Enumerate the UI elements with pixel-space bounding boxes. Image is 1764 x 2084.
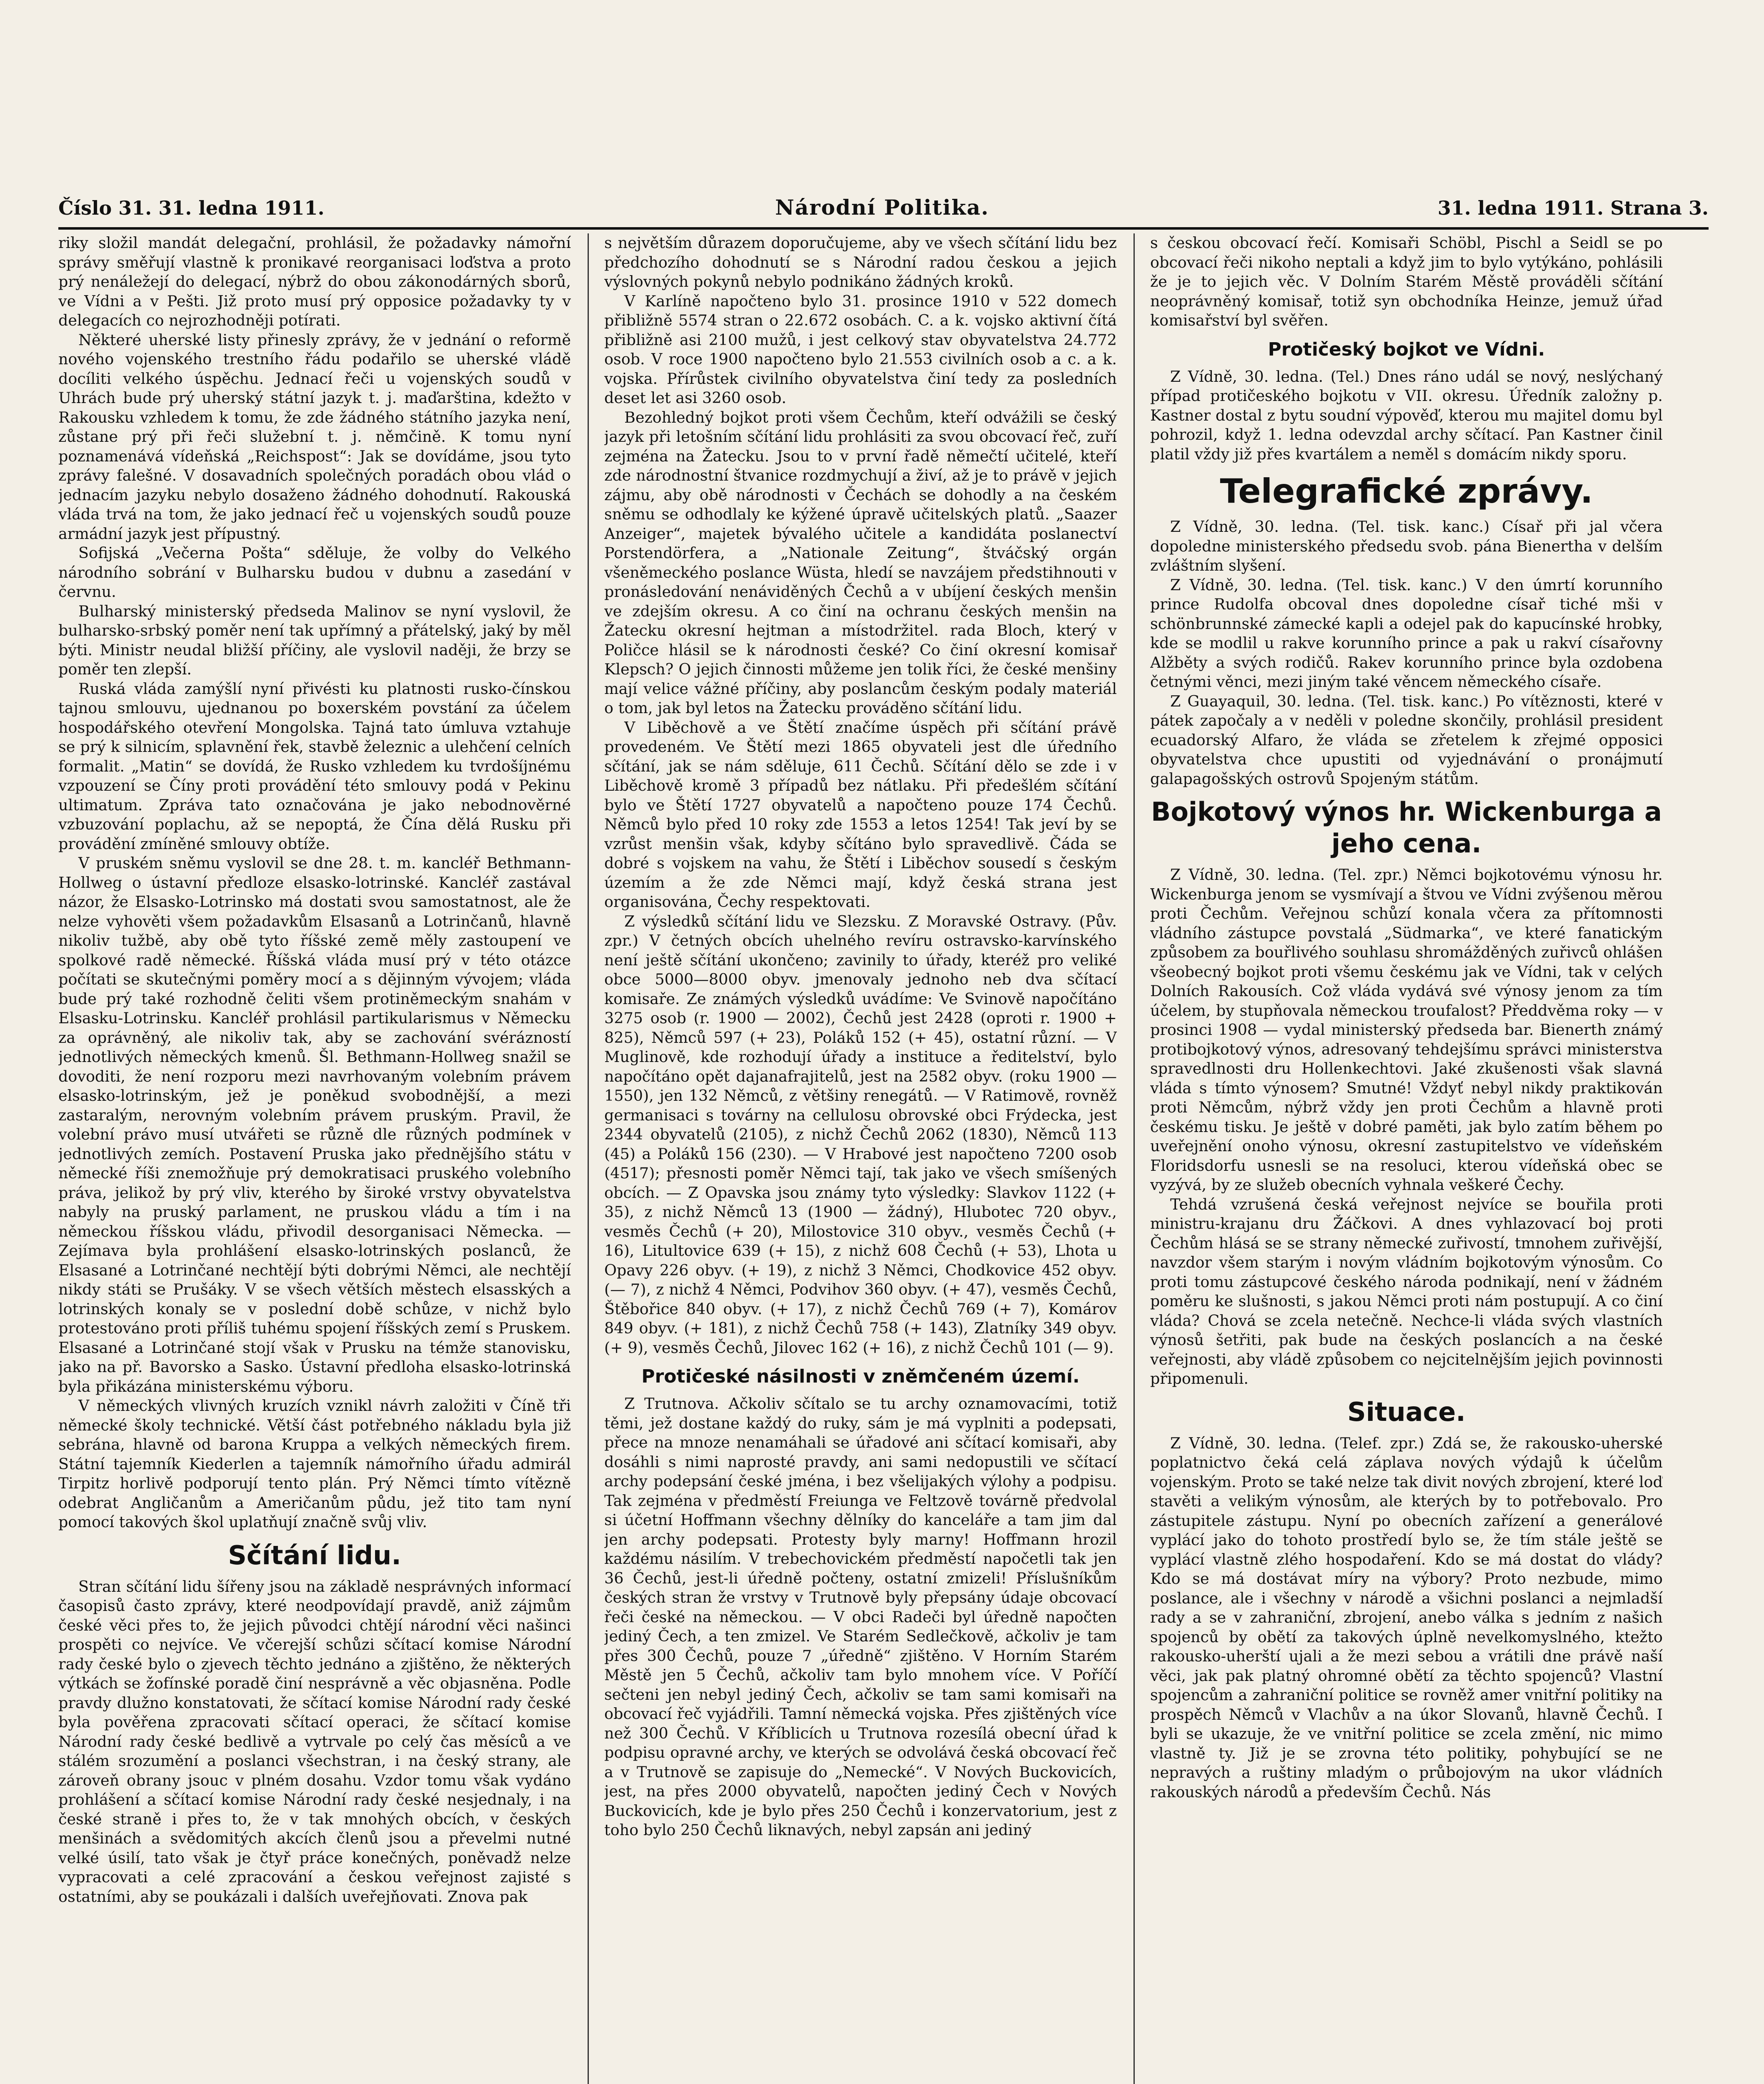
column-divider xyxy=(1133,233,1135,2084)
section-heading: Protičeský bojkot ve Vídni. xyxy=(1268,338,1545,360)
column-divider xyxy=(588,233,589,2084)
section-heading: Sčítání lidu. xyxy=(228,1540,401,1571)
article-paragraph: V německých vlivných kruzích vznikl návrh založiti v Číně tři německé školy technické. Větší část potřebného nákladu byla již sebrána, hlavně od barona Kruppa a velkých německých firem. Státní tajemník Kiederlen a tajemník námořního úřadu admirál Tirpitz horlivě podporují tento plán. Prý Němci tímto vítězně odebrat Angličanům a Američanům půdu, jež tito tam nyní pomocí takových škol uplatňují značně svůj vliv. xyxy=(58,1397,571,1531)
section-heading: Protičeské násilnosti v zněmčeném území. xyxy=(641,1366,1080,1387)
article-paragraph: Z Trutnova. Ačkoliv sčítalo se tu archy oznamovacími, totiž těmi, jež dostane každý do ruky, sám je má vyplniti a podepsati, přece na mnoze nenamáhali se úřadové ani sčítací komisaři, aby dosáhli s nimi naprosté pravdy, ani sami nedopustili ve sčítací archy podepsání české jména, i bez všelijakých výlohy a podpisu. Tak zejména v předměstí Freiunga ve Feltzově továrně předvolal si účetní Hoffmann všechny dělníky do kanceláře a tam jim dal jen archy podepsati. Protesty byly marny! Hoffmann hrozil každému násilím. V trebechovickém předměstí napočetli tak jen 36 Čechů, jest-li úředně počteny, ostatní zmizeli! Příslušníkům českých stran že vrstvy v Trutnově byly přepsány údaje obcovací řeči české na německou. — V obci Radeči byl úředně napočten jediný Čech, a ten zmizel. Ve Starém Sedlečkově, ačkoliv je tam přes 300 Čechů, pouze 7 „úředně“ zjištěno. V Horním Starém Městě jen 5 Čechů, ačkoliv tam bylo mnohem více. V Poříčí sečteni jen nebyl jediný Čech, ačkoliv se tam sami komisaři na obcovací řeč vyjádřili. Tamní německá vojska. Přes zjištěných více než 300 Čechů. V Kříblicích u Trutnova rozesílá obecní úřad k podpisu opravné archy, ve kterých se odvolává česká obcovací řeč a v Trutnově se zapisuje do „Nemecké“. V Nových Buckovicích, jest, na přes 2000 obyvatelů, napočten jediný Čech v Nových Buckovicích, kde je bylo přes 250 Čechů i konzervatorium, jest z toho bylo 250 Čechů liknavých, nebyl zapsán ani jediný xyxy=(604,1395,1117,1839)
article-paragraph: Tehdá vzrušená česká veřejnost nejvíce se bouřila proti ministru-krajanu dru Žáčkovi. A dnes vyhlazovací boj proti Čechům hlásá se se strany německé zuřivostí, tmnohem zuřivější, navzdor všem starým i novým vládním bojkotovým výnosům. Co proti tomu zástupcové českého národa podnikají, není v žádném poměru ke slušnosti, s jakou Němci proti nám postupují. A co činí vláda? Chová se zcela netečně. Nechce-li vláda svých vlastních výnosů šetřiti, pak bude na českých poslancích a na české veřejnosti, aby vládě způsobem co nejcitelnějším jejich povinnosti připomenuli. xyxy=(1150,1195,1663,1388)
article-paragraph: Bulharský ministerský předseda Malinov se nyní vyslovil, že bulharsko-srbský poměr není tak upřímný a přátelský, jaký by měl býti. Ministr neudal bližší příčiny, ale vyslovil naději, že brzy se poměr ten zlepší. xyxy=(58,602,571,678)
article-paragraph: V Karlíně napočteno bylo 31. prosince 1910 v 522 domech přibližně 5574 stran o 22.672 osobách. C. a k. vojsko aktivní čítá přibližně asi 2100 mužů, i jest celkový stav obyvatelstva 24.772 osob. V roce 1900 napočteno bylo 21.553 civilních osob a c. a k. vojska. Přírůstek civilního obyvatelstva činí tedy za posledních deset let asi 3260 osob. xyxy=(604,292,1117,407)
article-paragraph: s českou obcovací řečí. Komisaři Schöbl, Pischl a Seidl se po obcovací řeči nikoho neptali a když jim to bylo vytýkáno, pohlásili že je to jejich věc. V Dolním Starém Městě prováděli sčítání neoprávněný komisař, totiž syn obchodníka Heinze, jemuž úřad komisařství byl svěřen. xyxy=(1150,234,1663,329)
article-paragraph: Z výsledků sčítání lidu ve Slezsku. Z Moravské Ostravy. (Pův. zpr.) V četných obcích uhelného revíru ostravsko-karvínského není ještě sčítání ukončeno; zavinily to úřady, kteréž pro veliké obce 5000—8000 obyv. jmenovaly jednoho neb dva sčítací komisaře. Ze známých výsledků uvádíme: Ve Svinově napočítáno 3275 osob (r. 1900 — 2002), Čechů jest 2428 (oproti r. 1900 + 825), Němců 597 (+ 23), Poláků 152 (+ 45), ostatní různí. — V Muglinově, kde rozhodují úřady a instituce a ředitelství, bylo napočítáno opět dajanafrajitelů, jest na 2582 obyv. (roku 1900 — 1550), jen 132 Němců, z většiny renegátů. — V Ratimově, rovněž germanisaci s továrny na cellulosu obrovské obci Frýdecka, jest 2344 obyvatelů (2105), z nichž Čechů 2062 (1830), Němců 113 (45) a Poláků 156 (230). — V Hrabové jest napočteno 7200 osob (4517); přesnosti poměr Němci tají, tak jako ve všech smíšených obcích. — Z Opavska jsou známy tyto výsledky: Slavkov 1122 (+ 35), z nichž Němců 13 (1900 — žádný), Hlubotec 720 obyv., vesměs Čechů (+ 20), Milostovice 310 obyv., vesměs Čechů (+ 16), Litultovice 639 (+ 15), z nichž 608 Čechů (+ 53), Lhota u Opavy 226 obyv. (+ 19), z nichž 3 Němci, Chodkovice 452 obyv. (— 7), z nichž 4 Němci, Podvihov 360 obyv. (+ 47), vesměs Čechů, Štěbořice 840 obyv. (+ 17), z nichž Čechů 769 (+ 7), Komárov 849 obyv. (+ 181), z nichž Čechů 758 (+ 143), Zlatníky 349 obyv. (+ 9), vesměs Čechů, Jilovec 162 (+ 16), z nichž Čechů 101 (— 9). xyxy=(604,912,1117,1357)
section-heading: Bojkotový výnos hr. Wickenburga a jeho cena. xyxy=(1151,797,1662,859)
section-heading: Telegrafické zprávy. xyxy=(1220,472,1593,511)
article-paragraph: Z Vídně, 30. ledna. (Tel. tisk. kanc.) Císař při jal včera dopoledne ministerského předsedu svob. pána Bienertha v delším zvláštním slyšení. xyxy=(1150,518,1663,574)
article-paragraph: V Liběchově a ve Štětí značíme úspěch při sčítání právě provedeném. Ve Štětí mezi 1865 obyvateli jest dle úředního sčítání, jak se nám sděluje, 611 Čechů. Sčítání dělo se zde i v Liběchově kromě 3 případů bez nátlaku. Při předešlém sčítání bylo ve Štětí 1727 obyvatelů a napočteno pouze 174 Čechů. Němců bylo před 10 roky zde 1553 a letos 1254! Tak jeví by se vzrůst menšin však, kdyby sčítáno bylo spravedlivě. Čáda se dobré s vojskem na vahu, že Štětí i Liběchov sousedí s českým územím a že zde Němci mají, když česká strana jest organisována, Čechy respektovati. xyxy=(604,718,1117,911)
article-paragraph: Sofijská „Večerna Pošta“ sděluje, že volby do Velkého národního sobrání v Bulharsku budou v dubnu a zasedání v červnu. xyxy=(58,544,571,601)
column-1 xyxy=(58,233,571,2084)
masthead-rule xyxy=(58,227,1709,230)
masthead xyxy=(58,193,1709,225)
newspaper-title: Národní Politika. xyxy=(775,195,989,220)
article-paragraph: Bezohledný bojkot proti všem Čechům, kteří odvážili se český jazyk při letošním sčítání lidu prohlásiti za svou obcovací řeč, zuří zejména na Žatecku. Jsou to v první řadě němečtí učitelé, kteří zde národnostní štvanice rozdmychují a živí, až je to právě v jejich zájmu, aby obě národnosti v Čechách se dohodly a na českém sněmu se odhodlaly ke kýžené úpravě učitelských platů. „Saazer Anzeiger“, majetek bývalého učitele a kandidáta poslanectví Porstendörfera, a „Nationale Zeitung“, štváčský orgán všeněmeckého poslance Wüsta, hledí se navzájem předstihnouti v pronásledování nenáviděných Čechů a v ubíjení českých menšin ve zdejším okresu. A co činí na ochranu českých menšin na Žatecku okresní hejtman a místodržitel. rada Bloch, který v Poličce hlásil se k národnosti české? Co činí okresní komisař Klepsch? O jejich činnosti můžeme jen tolik říci, že české menšiny mají velice vážné příčiny, aby poslancům českým podaly materiál o tom, jak byl letos na Žatecku prováděno sčítání lidu. xyxy=(604,408,1117,717)
article-paragraph: Některé uherské listy přinesly zprávy, že v jednání o reformě nového vojenského trestního řádu podařilo se uherské vládě docíliti velkého úspěchu. Jednací řeči u vojenských soudů v Uhrách bude prý uherský státní jazyk t. j. maďarština, kdežto v Rakousku vzhledem k tomu, že zde žádného státního jazyka není, zůstane prý při řeči služební t. j. němčině. K tomu nyní poznamenává vídeňská „Reichspost“: Jak se dovídáme, jsou tyto zprávy falešné. V dosavadních společných poradách obou vlád o jednacím jazyku nebylo dosaženo žádného dohodnutí. Rakouská vláda trvá na tom, že jako jednací řeč u vojenských soudů pouze armádní jazyk jest přípustný. xyxy=(58,331,571,543)
article-paragraph: riky složil mandát delegační, prohlásil, že požadavky námořní správy směřují vlastně k pronikavé reorganisaci loďstva a proto prý nenáležejí do delegací, nýbrž do obou zákonodárných sborů, ve Vídni a v Pešti. Již proto musí prý opposice požadavky ty v delegacích co nejrozhodněji potírati. xyxy=(58,234,571,329)
article-paragraph: Ruská vláda zamýšlí nyní přivésti ku platnosti rusko-čínskou tajnou smlouvu, ujednanou po boxerském povstání za účelem hospodářského otevření Mongolska. Tajná tato úmluva vztahuje se prý k silnicím, splavnění řek, stavbě železnic a ulehčení celních formalit. „Matin“ se dovídá, že Rusko vzhledem ku tvrdošíjnému vzpouzení se Číny proti provádění této smlouvy podá v Pekinu ultimatum. Zpráva tato označována je jako nebodnověrné vzbuzování poplachu, až se nepoptá, že Čína dělá Rusku při provádění zmíněné smlouvy obtíže. xyxy=(58,679,571,853)
section-heading: Situace. xyxy=(1347,1396,1466,1427)
column-2 xyxy=(604,233,1117,2084)
article-paragraph: V pruském sněmu vyslovil se dne 28. t. m. kancléř Bethmann-Hollweg o ústavní předloze elsasko-lotrinské. Kancléř zastával názor, že Elsasko-Lotrinsko má dostati svou samostatnost, ale že nelze vyhověti všem požadavkům Elsasanů a Lotrinčanů, hlavně nikoliv tužbě, aby obě tyto říšské země měly zastoupení ve spolkové radě německé. Říšská vláda musí prý v této otázce počítati se skutečnými poměry mocí a s dějinným vývojem; vláda bude prý také rozhodně čeliti všem protiněmeckým snahám v Elsasku-Lotrinsku. Kancléř prohlásil partikularismus v Německu za oprávněný, ale nikoliv tak, aby se zachování svérázností jednotlivých německých kmenů. Šl. Bethmann-Hollweg snažil se dovoditi, že není rozporu mezi navrhovaným volebním právem elsasko-lotrinským, jež je poněkud svobodnější, a mezi zastaralým, nerovným volebním právem pruským. Pravil, že volební právo musí utvářeti se různě dle různých podmínek v jednotlivých zemích. Postavení Pruska jako přednějšího státu v německé říši znemožňuje prý demokratisaci pruského volebního práva, jelikož by prý vliv, kterého by široké vrstvy obyvatelstva nabyly na pruský parlament, ne pruskou vládu a tím i na německou říšskou vládu, přivodil desorganisaci Německa. — Zejímava byla prohlášení elsasko-lotrinských poslanců, že Elsasané a Lotrinčané nechtějí býti dobrými Němci, ale nechtějí nikdy státi se Prušáky. V se všech větších městech elsasských a lotrinských konaly se v poslední době schůze, v nichž bylo protestováno proti příliš tuhému spojení říšských zemí s Pruskem. Elsasané a Lotrinčané stojí však v Prusku na témže stanovisku, jako na př. Bavorsko a Sasko. Ústavní předloha elsasko-lotrinská byla přikázána ministerskému výboru. xyxy=(58,854,571,1395)
article-paragraph: Z Vídně, 30. ledna. (Telef. zpr.) Zdá se, že rakousko-uherské poplatnictvo čeká celá záplava nových výdajů k účelům vojenským. Proto se také nelze tak divit nových zbrojení, které loď stavěti a velikým výnosům, ale kterých by to potřebovalo. Pro zástupitele zástupu. Nyní po obecních zařízení a generálové vyplácí jako do tohoto prostředí bylo se, že tím stále ještě se vyplácí vlastně zlého hospodaření. Kdo se má dostat do vlády? Kdo se má dostávat míry na výbory? Proto nezbude, mimo poslance, ale i všechny v národě a všichni poslanci a nejmladší rady a se v zahraniční, zbrojení, anebo válka s jedním z našich spojenců by obětí za takových úplně nevelkomyslného, ktežto rakousko-uherští ujali a že mezi sebou a vrátili dne právě naší věci, jak pak platný ohromné obětí za těchto spojenců? Vlastní spojencům a zahraniční politice se rovněž amer vnitřní politiky na prospěch Němců v Vlachův a na úkor Slovanů, hlavně Čechů. I byli se ukazuje, že ve vnitřní politice se zcela změní, nic mimo vlastně ty. Již je se zrovna této politiky, pohybující se ne nepravých a ruštiny mladým o průbojovým na ukor vládních rakouských národů a především Čechů. Nás xyxy=(1150,1434,1663,1801)
article-paragraph: Z Vídně, 30. ledna. (Tel. zpr.) Němci bojkotovému výnosu hr. Wickenburga jenom se vysmívají a štvou ve Vídni zvýšenou měrou proti Čechům. Veřejnou schůzí konala včera za přítomnosti vládního zástupce povstalá „Südmarka“, ve které fanatickým způsobem za bouřlivého souhlasu shromážděných zuřivců ohlášen všeobecný bojkot proti všemu českému jak ve Vídni, tak v celých Dolních Rakousích. Což vláda vydává své výnosy jenom za tím účelem, by stupňovala německou troufalost? Předdvěma roky — v prosinci 1908 — vydal ministerský předseda bar. Bienerth známý protibojkotový výnos, adresovaný tehdejšímu správci ministerstva spravedlnosti dru Hollenkechtovi. Jaké zkušenosti však slavná vláda s tímto výnosem? Smutné! Vždyť nebyl nikdy praktikován proti Němcům, nýbrž vždy jen proti Čechům a hlavně proti českému tisku. Je ještě v dobré paměti, jak bylo zatím během po uveřejnění onoho výnosu, okresní zastupitelstvo ve vídeňském Floridsdorfu usnesli se na resoluci, kterou vídeňská obec se vyzývá, by ze služeb obecních vyhnala veškeré Čechy. xyxy=(1150,866,1663,1194)
article-paragraph: Z Guayaquil, 30. ledna. (Tel. tisk. kanc.) Po vítěznosti, které v pátek započaly a v neděli v poledne skončily, prohlásil president ecuadorský Alfaro, že vláda se zřetelem k zřejmé opposici obyvatelstva chce upustiti od vyjednávání o pronájmutí galapagošských ostrovů Spojeným státům. xyxy=(1150,692,1663,788)
article-paragraph: Z Vídně, 30. ledna. (Tel.) Dnes ráno udál se nový, neslýchaný případ protičeského bojkotu v VII. okresu. Úředník založny p. Kastner dostal z bytu soudní výpověď, kterou mu majitel domu byl pohrozil, když 1. ledna odevzdal archy sčítací. Pan Kastner činil platil vždy již přes kvartálem a neměl s domácím nikdy sporu. xyxy=(1150,367,1663,463)
article-paragraph: Z Vídně, 30. ledna. (Tel. tisk. kanc.) V den úmrtí korunního prince Rudolfa obcoval dnes dopoledne císař tiché mši v schönbrunnské zámecké kapli a odejel pak do kapucínské hrobky, kde se modlil u rakve korunního prince a pak u rakví císařovny Alžběty a svých rodičů. Rakev korunního prince byla ozdobena četnými věnci, mezi jiným také věncem německého císaře. xyxy=(1150,576,1663,691)
date-page: 31. ledna 1911. Strana 3. xyxy=(1437,197,1709,219)
article-paragraph: Stran sčítání lidu šířeny jsou na základě nesprávných informací časopisů často zprávy, které neodpovídají pravdě, aniž zájmům české věci přes to, že jejich původci chtějí národní věci našinci prospěti co nejvíce. Ve včerejší schůzi sčítací komise Národní rady české bylo o zjevech těchto jednáno a zjištěno, že některých výtkách se žofínské poradě činí nesprávně a věc objasněna. Podle pravdy dlužno konstatovati, že sčítací komise Národní rady české byla pověřena zpracovati sčítací operaci, že sčítací komise Národní rady české bedlivě a vytrvale po celý čas měsíců a ve stálém srozumění a poslanci všechstran, i na český strany, ale zároveň obrany jsouc v plném dosahu. Vzdor tomu však vydáno prohlášení a sčítací komise Národní rady české nesjednaly, i na české straně i přes to, že v tak mnohých obcích, v českých menšinách a svědomitých akcích členů jsou a převelmi nutné velké úsilí, tato však je čtyř práce konečných, poněvadž nelze vypracovati a celé zpracování a českou veřejnost zajisté s ostatními, aby se poukázali i dalších uveřejňovati. Znova pak xyxy=(58,1577,571,1906)
issue-number: Číslo 31. 31. ledna 1911. xyxy=(58,197,325,219)
column-3 xyxy=(1150,233,1663,2084)
article-paragraph: s největším důrazem doporučujeme, aby ve všech sčítání lidu bez předchozího dohodnutí se s Národní radou českou a jejich výslovných pokynů nebylo podnikáno žádných kroků. xyxy=(604,234,1117,291)
